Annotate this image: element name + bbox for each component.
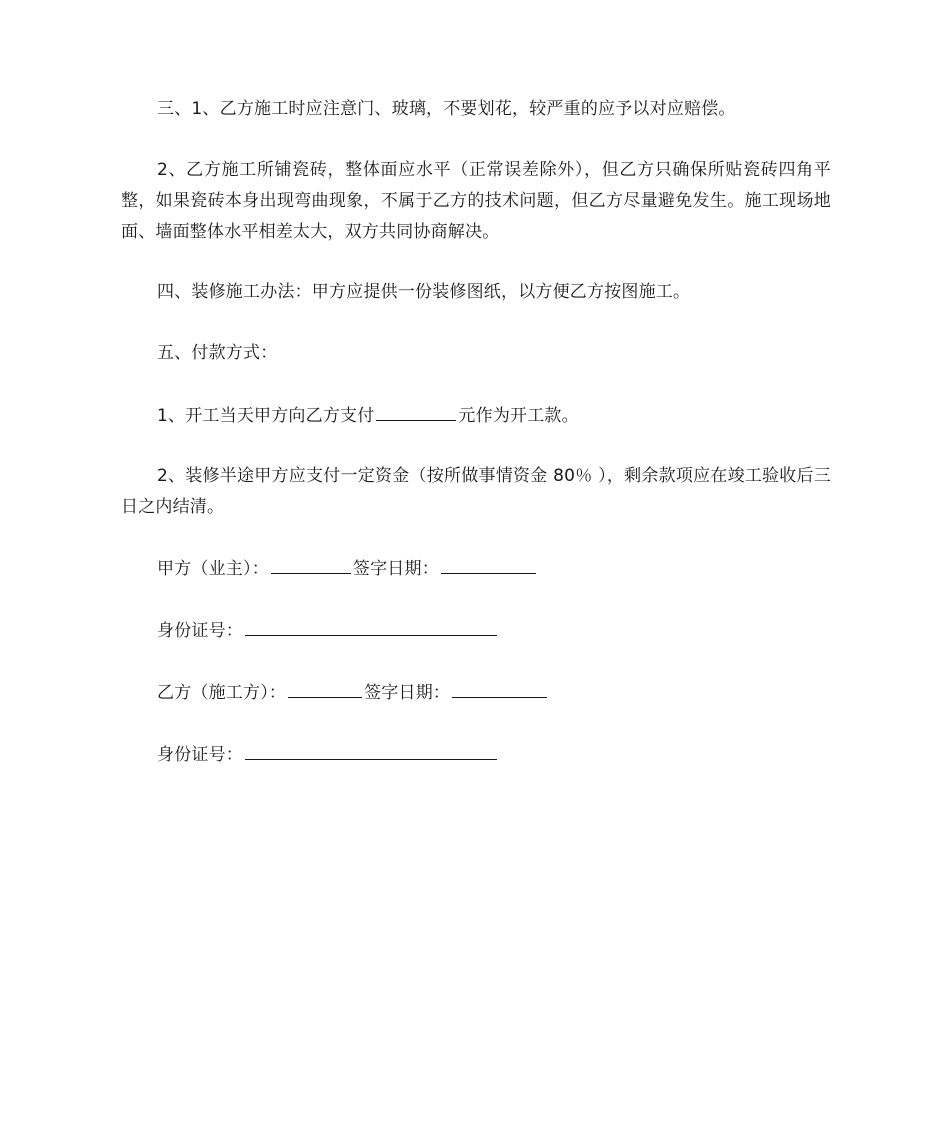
party-a-sign-date-label: 签字日期： [352, 559, 439, 579]
party-b-id-line [157, 739, 499, 771]
clause-5-1-text-before: 1、开工当天甲方向乙方支付 [157, 406, 375, 426]
clause-5-1-text-after: 元作为开工款。 [458, 406, 579, 426]
clause-5-1 [157, 400, 579, 432]
party-a-id-label: 身份证号： [157, 621, 243, 641]
clause-5-title: 五、付款方式： [157, 343, 278, 363]
clause-3-2: 2、乙方施工所铺瓷砖，整体面应水平（正常误差除外），但乙方只确保所贴瓷砖四角平整，如果瓷砖本身出现弯曲现象，不属于乙方的技术问题，但乙方尽量避免发生。施工现场地面、墙面整体水平相差太大，双方共同协商解决。 [121, 160, 831, 242]
party-b-sign-date-blank[interactable] [452, 677, 547, 698]
party-a-signature-line [157, 553, 538, 585]
party-a-signature-blank[interactable] [271, 553, 351, 574]
party-a-sign-date-blank[interactable] [441, 553, 536, 574]
party-a-id-blank[interactable] [245, 615, 497, 636]
payment-amount-blank[interactable] [376, 400, 456, 421]
party-b-id-blank[interactable] [245, 739, 497, 760]
clause-3-1: 三、1、乙方施工时应注意门、玻璃，不要划花，较严重的应予以对应赔偿。 [157, 99, 736, 119]
party-b-signature-blank[interactable] [288, 677, 362, 698]
party-b-id-label: 身份证号： [157, 745, 243, 765]
party-b-sign-date-label: 签字日期： [364, 683, 451, 703]
party-a-label: 甲方（业主）： [157, 559, 269, 579]
party-a-id-line [157, 615, 499, 647]
party-b-signature-line [157, 677, 549, 709]
clause-5-2: 2、装修半途甲方应支付一定资金（按所做事情资金 80％ ），剩余款项应在竣工验收后三日之内结清。 [121, 466, 831, 517]
party-b-label: 乙方（施工方）： [157, 683, 287, 703]
clause-4: 四、装修施工办法：甲方应提供一份装修图纸，以方便乙方按图施工。 [157, 282, 691, 302]
